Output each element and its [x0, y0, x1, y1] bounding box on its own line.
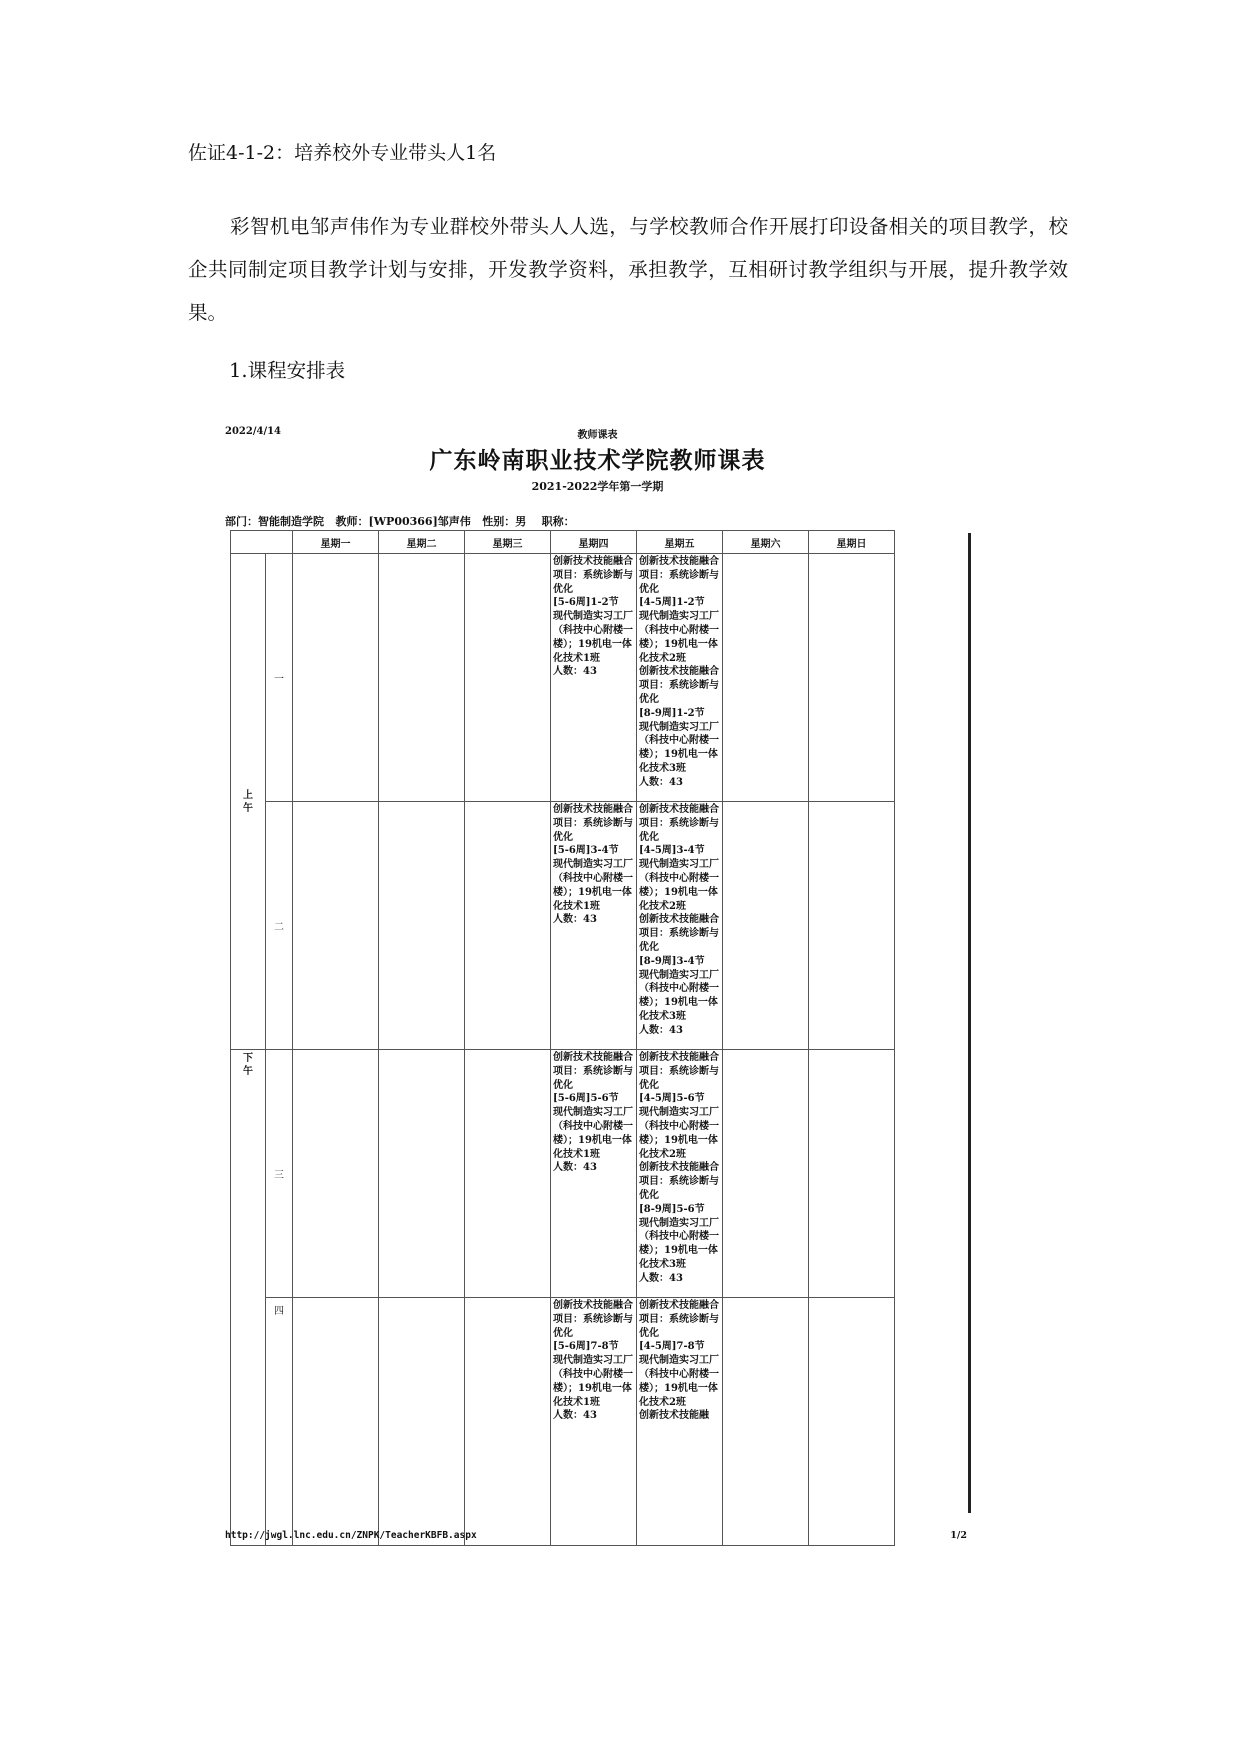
period-label: 二 — [266, 802, 293, 1050]
scan-date: 2022/4/14 — [225, 426, 282, 437]
course-cell: 创新技术技能融合项目：系统诊断与优化 [4-5周]7-8节 现代制造实习工厂（科技中心附楼一楼）；19机电一体化技术2班 创新技术技能融 — [637, 1298, 723, 1546]
timetable — [230, 530, 895, 1546]
empty-cell — [293, 802, 379, 1050]
day-header: 星期六 — [723, 531, 809, 554]
scan-footer-page: 1/2 — [950, 1530, 967, 1541]
section-title: 1.课程安排表 — [229, 359, 346, 382]
day-header: 星期二 — [379, 531, 465, 554]
evidence-title: 佐证4-1-2：培养校外专业带头人1名 — [188, 142, 497, 164]
empty-cell — [379, 1050, 465, 1298]
empty-cell — [465, 802, 551, 1050]
corner-cell — [231, 531, 293, 554]
empty-cell — [379, 1298, 465, 1546]
empty-cell — [809, 802, 895, 1050]
pm-label: 下午 — [231, 1050, 266, 1546]
empty-cell — [465, 1050, 551, 1298]
scan-meta: 部门：智能制造学院 教师：[WP00366]邹声伟 性别：男 职称： — [225, 515, 575, 528]
course-cell: 创新技术技能融合项目：系统诊断与优化 [5-6周]5-6节 现代制造实习工厂（科技中心附楼一楼）；19机电一体化技术1班 人数：43 — [551, 1050, 637, 1298]
period-label: 四 — [266, 1298, 293, 1546]
empty-cell — [723, 1298, 809, 1546]
day-header: 星期三 — [465, 531, 551, 554]
period-row — [231, 802, 895, 1050]
scan-title: 广东岭南职业技术学院教师课表 — [429, 447, 766, 474]
period-row — [231, 1050, 895, 1298]
scan-edge-line — [968, 533, 971, 1513]
course-cell: 创新技术技能融合项目：系统诊断与优化 [4-5周]3-4节 现代制造实习工厂（科技中心附楼一楼）；19机电一体化技术2班 创新技术技能融合项目：系统诊断与优化 [8-9周]3-4节 现代制造实习工厂（科技中心附楼一楼）；19机电一体化技术3班 人数：43 — [637, 802, 723, 1050]
empty-cell — [809, 554, 895, 802]
empty-cell — [723, 554, 809, 802]
day-header: 星期五 — [637, 531, 723, 554]
intro-text: 彩智机电邹声伟作为专业群校外带头人人选，与学校教师合作开展打印设备相关的项目教学，校企共同制定项目教学计划与安排，开发教学资料，承担教学，互相研讨教学组织与开展，提升教学效果。 — [188, 215, 1068, 324]
empty-cell — [809, 1050, 895, 1298]
empty-cell — [379, 802, 465, 1050]
scan-footer-url: http://jwgl.lnc.edu.cn/ZNPK/TeacherKBFB.aspx — [225, 1530, 477, 1541]
day-header: 星期日 — [809, 531, 895, 554]
empty-cell — [293, 554, 379, 802]
course-cell: 创新技术技能融合项目：系统诊断与优化 [4-5周]1-2节 现代制造实习工厂（科技中心附楼一楼）；19机电一体化技术2班 创新技术技能融合项目：系统诊断与优化 [8-9周]1-2节 现代制造实习工厂（科技中心附楼一楼）；19机电一体化技术3班 人数：43 — [637, 554, 723, 802]
empty-cell — [293, 1298, 379, 1546]
course-cell: 创新技术技能融合项目：系统诊断与优化 [5-6周]3-4节 现代制造实习工厂（科技中心附楼一楼）；19机电一体化技术1班 人数：43 — [551, 802, 637, 1050]
period-label: 三 — [266, 1050, 293, 1298]
timetable-scan — [210, 420, 985, 1550]
empty-cell — [379, 554, 465, 802]
day-header: 星期四 — [551, 531, 637, 554]
period-label: 一 — [266, 554, 293, 802]
header-row — [231, 531, 895, 554]
scan-term: 2021-2022学年第一学期 — [531, 480, 664, 493]
period-row — [231, 1298, 895, 1546]
course-cell: 创新技术技能融合项目：系统诊断与优化 [4-5周]5-6节 现代制造实习工厂（科技中心附楼一楼）；19机电一体化技术2班 创新技术技能融合项目：系统诊断与优化 [8-9周]5-6节 现代制造实习工厂（科技中心附楼一楼）；19机电一体化技术3班 人数：43 — [637, 1050, 723, 1298]
course-cell: 创新技术技能融合项目：系统诊断与优化 [5-6周]7-8节 现代制造实习工厂（科技中心附楼一楼）；19机电一体化技术1班 人数：43 — [551, 1298, 637, 1546]
course-cell: 创新技术技能融合项目：系统诊断与优化 [5-6周]1-2节 现代制造实习工厂（科技中心附楼一楼）；19机电一体化技术1班 人数：43 — [551, 554, 637, 802]
day-header: 星期一 — [293, 531, 379, 554]
empty-cell — [465, 554, 551, 802]
empty-cell — [723, 1050, 809, 1298]
empty-cell — [293, 1050, 379, 1298]
empty-cell — [465, 1298, 551, 1546]
intro-paragraph — [188, 205, 1068, 334]
timetable-clip — [210, 420, 985, 1422]
am-label: 上午 — [231, 554, 266, 1050]
empty-cell — [809, 1298, 895, 1546]
scan-small-title: 教师课表 — [577, 430, 618, 441]
empty-cell — [723, 802, 809, 1050]
period-row — [231, 554, 895, 802]
